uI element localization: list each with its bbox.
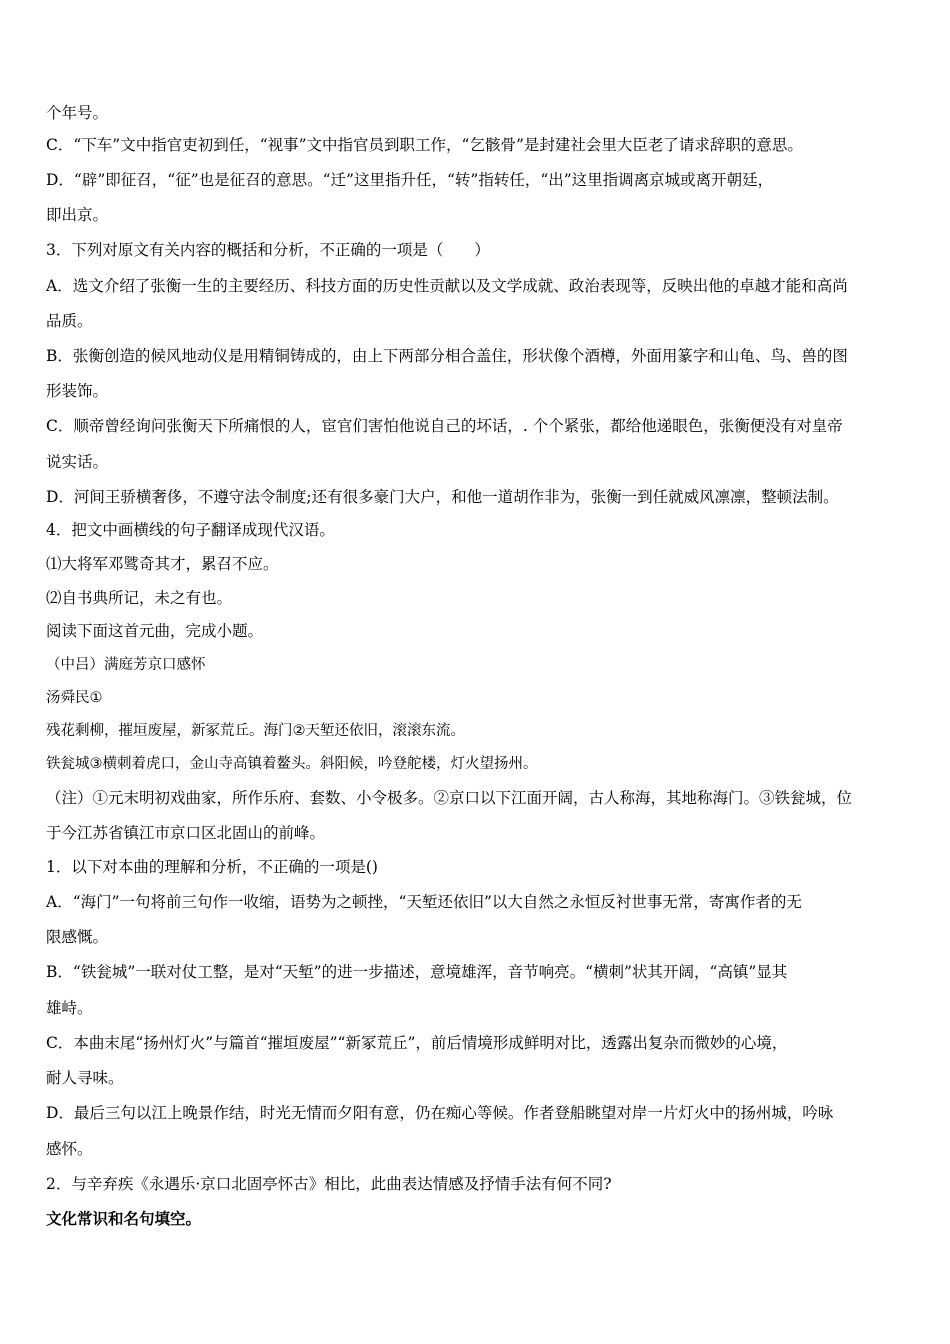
poem-line-2: 铁瓮城③横刺着虎口，金山寺高镇着鳌头。斜阳候，吟登舵楼，灯火望扬州。	[46, 756, 538, 772]
option-c-line: C．“下车”文中指官吏初到任，“视事”文中指官员到职工作，“乞骸骨”是封建社会里大臣老了请求辞职的意思。	[46, 136, 803, 154]
sub-question-1: ⑴大将军邓骘奇其才，累召不应。	[46, 555, 279, 573]
question-4: 4．把文中画横线的句子翻译成现代汉语。	[46, 521, 335, 539]
poem-title: （中吕）满庭芳京口感怀	[46, 657, 206, 673]
reading-instruction: 阅读下面这首元曲，完成小题。	[46, 622, 264, 640]
poem-author: 汤舜民①	[46, 690, 103, 706]
option-c-line: C．本曲末尾“扬州灯火”与篇首“摧垣废屋”“新冢荒丘”，前后情境形成鲜明对比，透露出复杂而微妙的心境，	[46, 1034, 788, 1052]
text-line: 品质。	[46, 312, 93, 330]
question-1: 1．以下对本曲的理解和分析，不正确的一项是()	[46, 858, 378, 876]
option-b-line: B．张衡创造的候风地动仪是用精铜铸成的，由上下两部分相合盖住，形状像个酒樽，外面用篆字和山龟、鸟、兽的图	[46, 347, 848, 365]
option-c-line: C．顺帝曾经询问张衡天下所痛恨的人，宦官们害怕他说自己的坏话，. 个个紧张，都给他递眼色，张衡便没有对皇帝	[46, 417, 843, 435]
text-line: 于今江苏省镇江市京口区北固山的前峰。	[46, 824, 326, 842]
text-line: 限感慨。	[46, 928, 109, 946]
poem-line-1: 残花剩柳，摧垣废屋，新冢荒丘。海门②天堑还依旧，滚滚东流。	[46, 723, 465, 739]
question-2: 2．与辛弃疾《永遇乐·京口北固亭怀古》相比，此曲表达情感及抒情手法有何不同?	[46, 1175, 612, 1193]
section-heading: 文化常识和名句填空。	[46, 1209, 202, 1228]
text-line: 即出京。	[46, 206, 109, 224]
question-3: 3．下列对原文有关内容的概括和分析，不正确的一项是（ ）	[46, 241, 490, 259]
sub-question-2: ⑵自书典所记，未之有也。	[46, 589, 233, 607]
option-b-line: B．“铁瓮城”一联对仗工整，是对“天堑”的进一步描述，意境雄浑，音节响亮。“横刺”状其开阔，“高镇”显其	[46, 963, 788, 981]
text-line: 形装饰。	[46, 382, 109, 400]
text-line: 感怀。	[46, 1140, 93, 1158]
poem-notes: （注）①元末明初戏曲家，所作乐府、套数、小令极多。②京口以下江面开阔，古人称海，其地称海门。③铁瓮城，位	[46, 789, 853, 807]
option-d-line: D．河间王骄横奢侈，不遵守法令制度;还有很多豪门大户，和他一道胡作非为，张衡一到任就威风凛凛，整顿法制。	[46, 488, 839, 506]
text-line: 耐人寻味。	[46, 1069, 124, 1087]
option-d-line: D．“辟”即征召，“征”也是征召的意思。“迁”这里指升任，“转”指转任，“出”这里指调离京城或离开朝廷，	[46, 171, 774, 189]
text-line: 雄峙。	[46, 999, 93, 1017]
option-a-line: A．“海门”一句将前三句作一收缩，语势为之顿挫，“天堑还依旧”以大自然之永恒反衬世事无常，寄寓作者的无	[46, 893, 802, 911]
text-line: 说实话。	[46, 453, 109, 471]
text-line: 个年号。	[46, 104, 109, 122]
option-d-line: D．最后三句以江上晚景作结，时光无情而夕阳有意，仍在痴心等候。作者登船眺望对岸一片灯火中的扬州城，吟咏	[46, 1104, 834, 1122]
option-a-line: A．选文介绍了张衡一生的主要经历、科技方面的历史性贡献以及文学成就、政治表现等，反映出他的卓越才能和高尚	[46, 277, 848, 295]
